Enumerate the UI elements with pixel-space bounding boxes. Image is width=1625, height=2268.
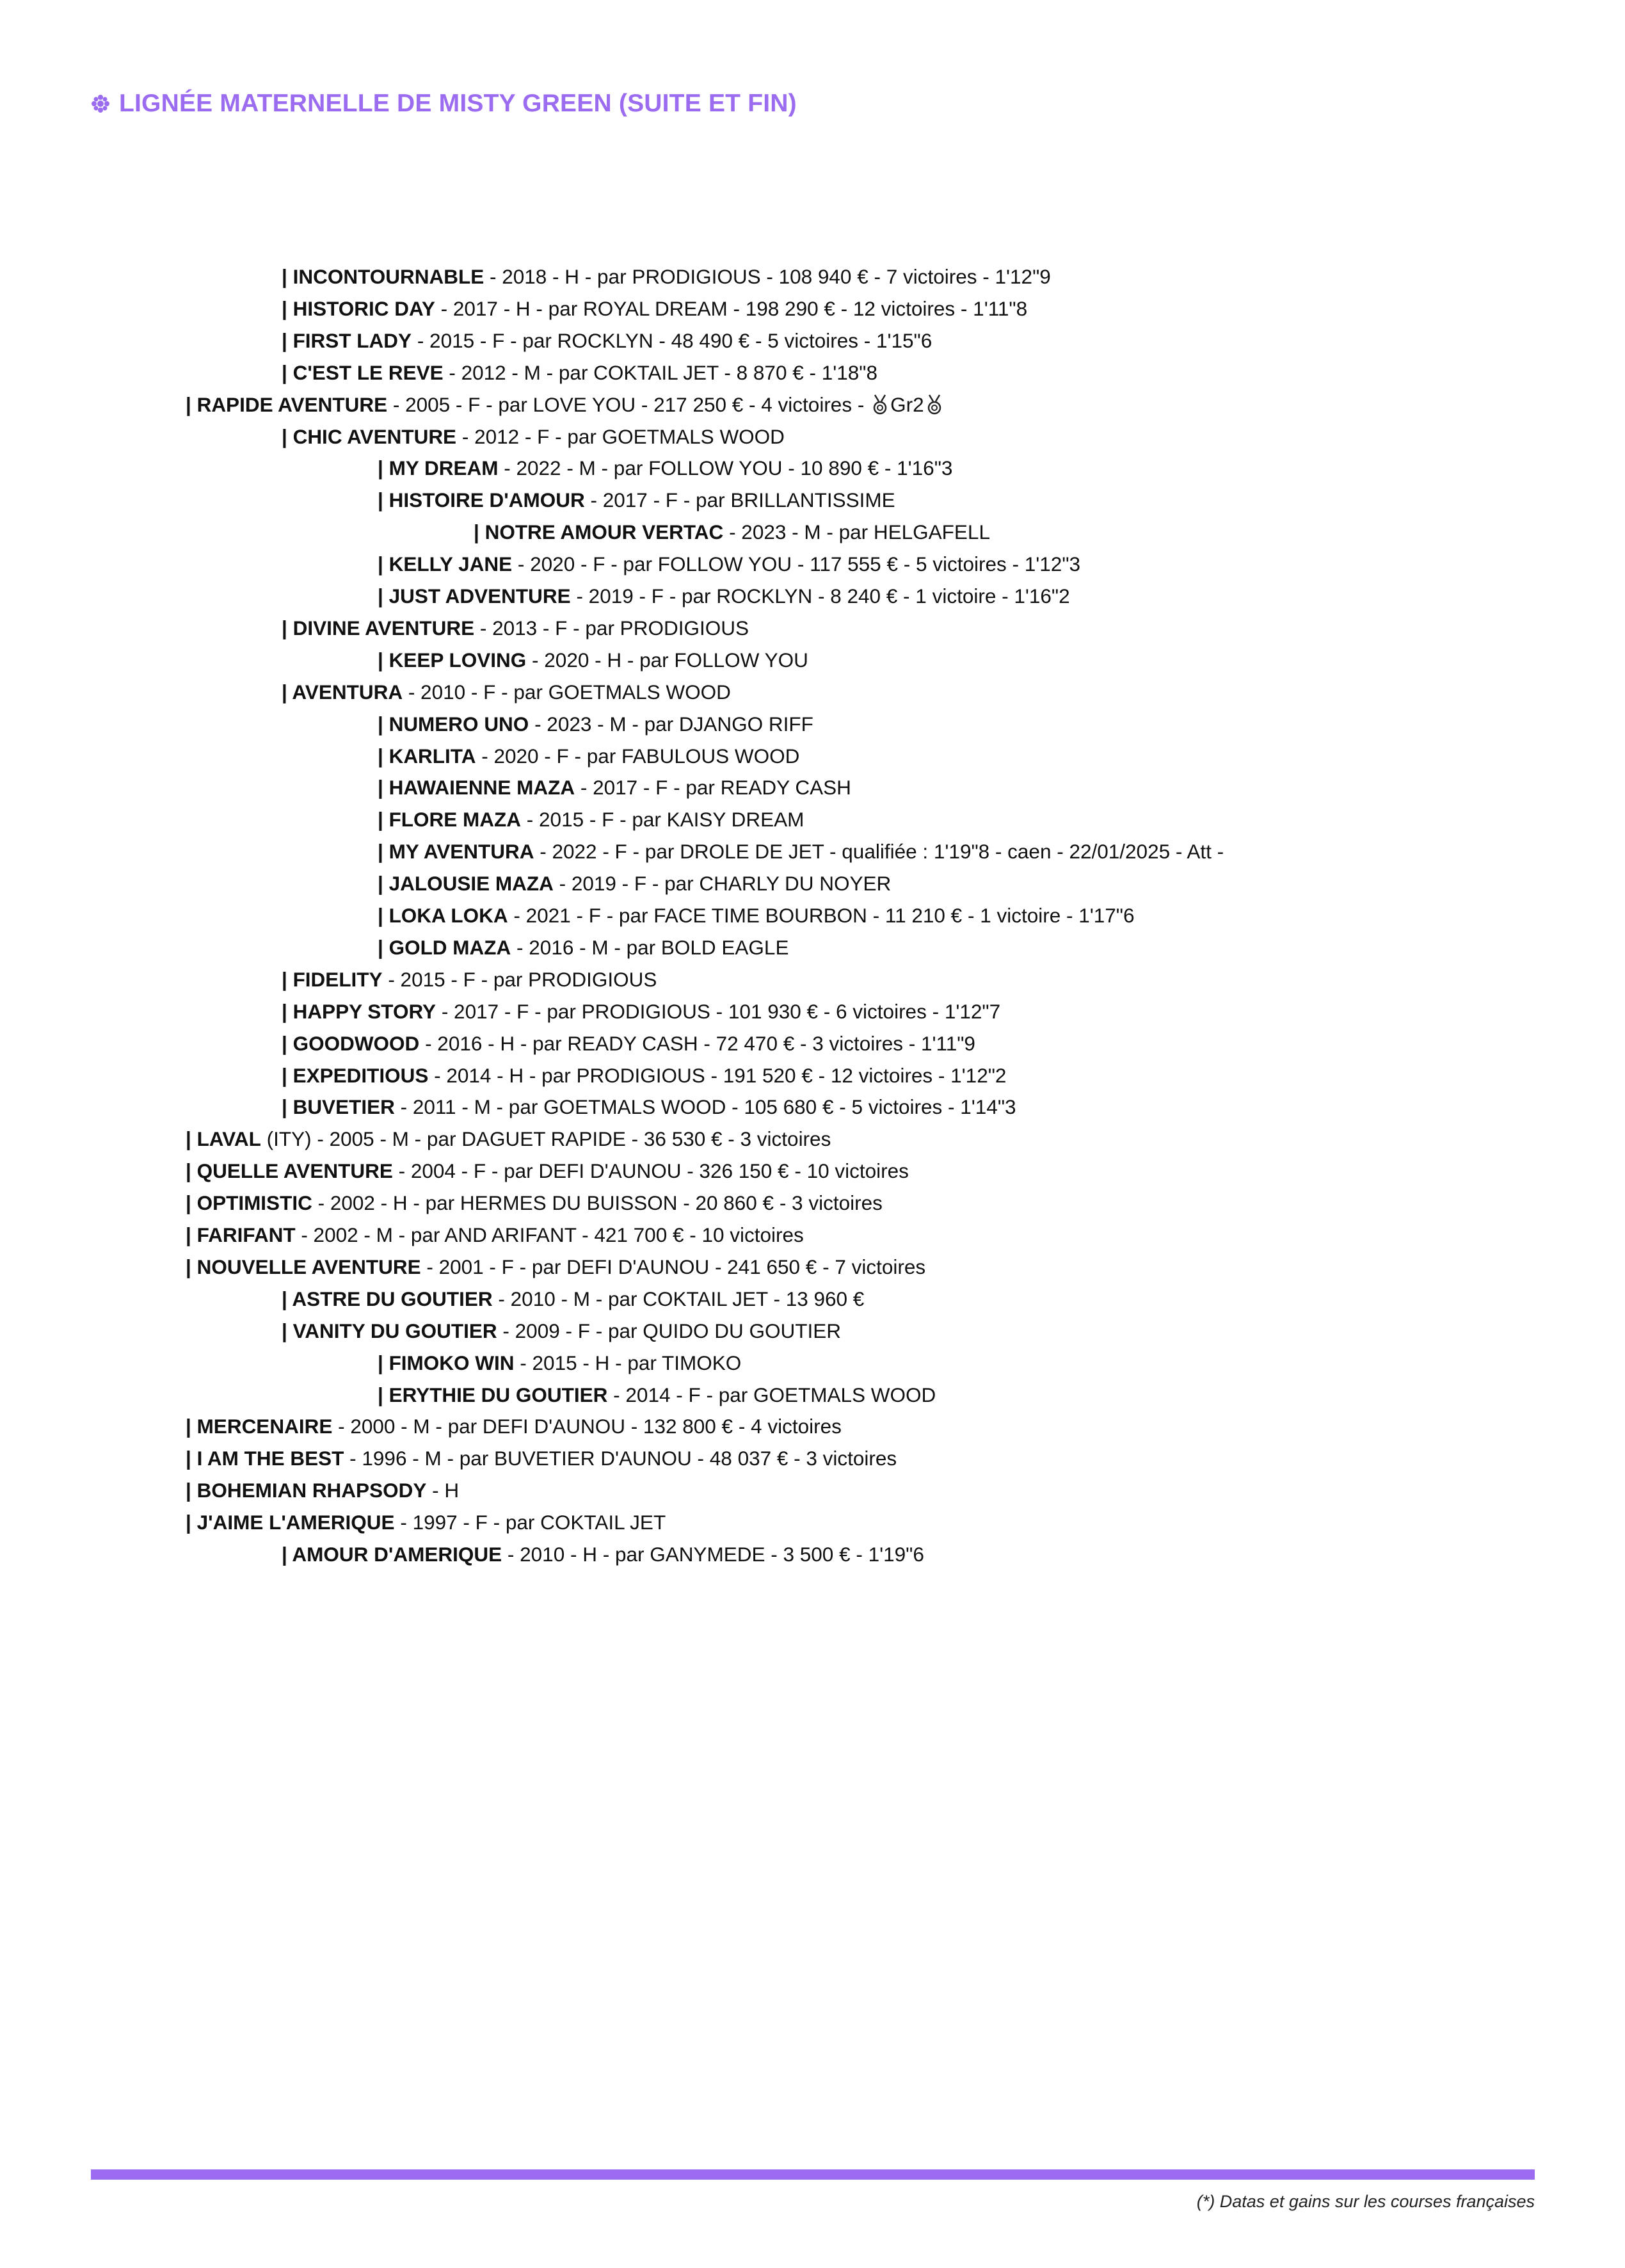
horse-name: | CHIC AVENTURE (282, 425, 457, 448)
horse-details: - 2015 - F - par ROCKLYN - 48 490 € - 5 victoires - 1'15"6 (412, 329, 933, 352)
horse-name: | NOTRE AMOUR VERTAC (474, 520, 724, 543)
horse-name: | HISTOIRE D'AMOUR (378, 488, 585, 511)
horse-details: - 2017 - F - par BRILLANTISSIME (584, 488, 895, 511)
horse-name: | LOKA LOKA (378, 904, 508, 927)
horse-name: | OPTIMISTIC (186, 1191, 312, 1214)
horse-details: - 2023 - M - par DJANGO RIFF (529, 712, 813, 736)
horse-details: (ITY) - 2005 - M - par DAGUET RAPIDE - 36 530 € - 3 victoires (260, 1127, 831, 1150)
list-item (186, 1254, 925, 1280)
list-item (378, 1350, 741, 1376)
horse-details: - 2017 - F - par PRODIGIOUS - 101 930 € - 6 victoires - 1'12"7 (436, 1000, 1001, 1023)
list-item (186, 1222, 804, 1248)
horse-name: | FLORE MAZA (378, 808, 522, 831)
list-item (186, 1445, 897, 1471)
horse-details: - 2010 - F - par GOETMALS WOOD (403, 680, 731, 704)
horse-details: - 2020 - F - par FABULOUS WOOD (476, 744, 800, 768)
list-item (282, 1286, 864, 1312)
list-item (186, 1509, 666, 1535)
horse-details: - 2020 - F - par FOLLOW YOU - 117 555 € - 5 victoires - 1'12"3 (512, 552, 1081, 575)
list-item (378, 807, 804, 832)
horse-name: | AMOUR D'AMERIQUE (282, 1543, 502, 1566)
horse-name: | J'AIME L'AMERIQUE (186, 1511, 395, 1534)
horse-details: - 2010 - H - par GANYMEDE - 3 500 € - 1'19"6 (502, 1543, 924, 1566)
list-item (282, 296, 1027, 321)
horse-details: - 2020 - H - par FOLLOW YOU (526, 648, 808, 672)
horse-name: | I AM THE BEST (186, 1447, 344, 1470)
page-header (91, 90, 797, 118)
horse-name: | GOODWOOD (282, 1032, 420, 1055)
medal-icon (925, 394, 943, 415)
horse-details: - 2005 - F - par LOVE YOU - 217 250 € - 4 victoires - (387, 393, 870, 416)
list-item (186, 1158, 909, 1184)
horse-details: - 2016 - H - par READY CASH - 72 470 € - 3 victoires - 1'11"9 (419, 1032, 975, 1055)
horse-details: - 2013 - F - par PRODIGIOUS (474, 616, 749, 639)
horse-name: | HISTORIC DAY (282, 297, 435, 320)
list-item (282, 679, 731, 705)
footnote: (*) Datas et gains sur les courses françaises (1196, 2192, 1535, 2211)
horse-name: | JALOUSIE MAZA (378, 872, 554, 895)
horse-name: | FIMOKO WIN (378, 1351, 515, 1374)
list-item (378, 839, 1224, 864)
horse-name: | C'EST LE REVE (282, 361, 444, 384)
medal-icon (871, 394, 889, 415)
horse-name: | MY DREAM (378, 456, 499, 479)
horse-name: | INCONTOURNABLE (282, 265, 484, 288)
list-item (186, 1413, 842, 1439)
horse-details: - H (426, 1479, 460, 1502)
list-item (378, 775, 851, 800)
list-item (186, 392, 945, 417)
horse-name: | ASTRE DU GOUTIER (282, 1287, 493, 1310)
horse-details: - 2015 - F - par KAISY DREAM (521, 808, 804, 831)
list-item (282, 360, 877, 385)
horse-details: - 2022 - M - par FOLLOW YOU - 10 890 € - 1'16"3 (498, 456, 953, 479)
list-item (282, 1318, 841, 1344)
horse-details: - 2002 - H - par HERMES DU BUISSON - 20 860 € - 3 victoires (312, 1191, 883, 1214)
horse-name: | JUST ADVENTURE (378, 584, 571, 607)
horse-details: - 2001 - F - par DEFI D'AUNOU - 241 650 € - 7 victoires (420, 1255, 926, 1278)
flower-icon (91, 94, 110, 113)
horse-details: - 2019 - F - par ROCKLYN - 8 240 € - 1 victoire - 1'16"2 (570, 584, 1070, 607)
horse-name: | FIRST LADY (282, 329, 412, 352)
horse-details: - 2019 - F - par CHARLY DU NOYER (553, 872, 892, 895)
list-item (474, 519, 990, 545)
horse-name: | BUVETIER (282, 1095, 395, 1118)
horse-details: - 2017 - F - par READY CASH (575, 776, 851, 799)
horse-details: - 2023 - M - par HELGAFELL (723, 520, 990, 543)
horse-details: - 1996 - M - par BUVETIER D'AUNOU - 48 037 € - 3 victoires (344, 1447, 897, 1470)
list-item (378, 455, 952, 481)
horse-name: | FARIFANT (186, 1223, 296, 1246)
horse-name: | HAPPY STORY (282, 1000, 436, 1023)
horse-details: - 2018 - H - par PRODIGIOUS - 108 940 € - 7 victoires - 1'12"9 (484, 265, 1051, 288)
list-item (282, 967, 657, 992)
horse-details: - 2016 - M - par BOLD EAGLE (511, 936, 789, 959)
list-item (282, 1541, 924, 1567)
horse-name: | KELLY JANE (378, 552, 513, 575)
horse-details: - 2022 - F - par DROLE DE JET - qualifiée : 1'19"8 - caen - 22/01/2025 - Att - (534, 840, 1224, 863)
list-item (378, 871, 891, 896)
horse-name: | EXPEDITIOUS (282, 1064, 429, 1087)
horse-details: - 2000 - M - par DEFI D'AUNOU - 132 800 € - 4 victoires (332, 1415, 842, 1438)
list-item (282, 424, 785, 449)
list-item (378, 487, 895, 513)
list-item (378, 903, 1135, 928)
horse-name: | RAPIDE AVENTURE (186, 393, 388, 416)
list-item (378, 551, 1080, 577)
list-item (282, 264, 1051, 289)
horse-name: | AVENTURA (282, 680, 403, 704)
list-item (282, 1094, 1016, 1120)
horse-name: | NUMERO UNO (378, 712, 529, 736)
list-item (378, 583, 1070, 609)
page-title: LIGNÉE MATERNELLE DE MISTY GREEN (SUITE ET FIN) (119, 90, 797, 117)
horse-details: - 2012 - M - par COKTAIL JET - 8 870 € - 1'18"8 (443, 361, 877, 384)
horse-details: - 2015 - H - par TIMOKO (514, 1351, 742, 1374)
horse-details: - 2017 - H - par ROYAL DREAM - 198 290 € - 12 victoires - 1'11"8 (435, 297, 1028, 320)
footer-divider (91, 2169, 1535, 2180)
horse-details: - 2014 - F - par GOETMALS WOOD (607, 1383, 936, 1406)
list-item (282, 615, 749, 641)
list-item (378, 711, 813, 737)
horse-name: | MY AVENTURA (378, 840, 534, 863)
list-item (282, 1031, 975, 1056)
list-item (186, 1126, 831, 1152)
list-item (378, 743, 799, 769)
horse-name: | NOUVELLE AVENTURE (186, 1255, 421, 1278)
horse-details: - 2011 - M - par GOETMALS WOOD - 105 680 € - 5 victoires - 1'14"3 (394, 1095, 1016, 1118)
horse-name: | DIVINE AVENTURE (282, 616, 475, 639)
horse-details: - 2012 - F - par GOETMALS WOOD (456, 425, 785, 448)
horse-name: | VANITY DU GOUTIER (282, 1319, 497, 1342)
horse-name: | GOLD MAZA (378, 936, 511, 959)
horse-name: | BOHEMIAN RHAPSODY (186, 1479, 427, 1502)
horse-name: | KEEP LOVING (378, 648, 527, 672)
horse-details: - 2014 - H - par PRODIGIOUS - 191 520 € - 12 victoires - 1'12"2 (428, 1064, 1007, 1087)
list-item (378, 647, 808, 673)
list-item (378, 1382, 936, 1408)
list-item (282, 328, 932, 353)
horse-name: | ERYTHIE DU GOUTIER (378, 1383, 608, 1406)
horse-name: | QUELLE AVENTURE (186, 1159, 393, 1182)
horse-details: - 2009 - F - par QUIDO DU GOUTIER (497, 1319, 842, 1342)
horse-name: | LAVAL (186, 1127, 261, 1150)
horse-details: - 1997 - F - par COKTAIL JET (394, 1511, 666, 1534)
horse-details: - 2010 - M - par COKTAIL JET - 13 960 € (492, 1287, 865, 1310)
horse-details: - 2002 - M - par AND ARIFANT - 421 700 € - 10 victoires (295, 1223, 804, 1246)
horse-name: | MERCENAIRE (186, 1415, 333, 1438)
list-item (282, 999, 1000, 1024)
horse-name: | KARLITA (378, 744, 476, 768)
list-item (186, 1190, 883, 1216)
list-item (186, 1477, 459, 1503)
list-item (282, 1063, 1006, 1088)
horse-details: - 2015 - F - par PRODIGIOUS (382, 968, 657, 991)
horse-name: | FIDELITY (282, 968, 383, 991)
horse-name: | HAWAIENNE MAZA (378, 776, 575, 799)
horse-details: - 2021 - F - par FACE TIME BOURBON - 11 210 € - 1 victoire - 1'17"6 (508, 904, 1135, 927)
list-item (378, 935, 788, 960)
horse-details: - 2004 - F - par DEFI D'AUNOU - 326 150 € - 10 victoires (392, 1159, 909, 1182)
group-badge: Gr2 (890, 393, 924, 416)
